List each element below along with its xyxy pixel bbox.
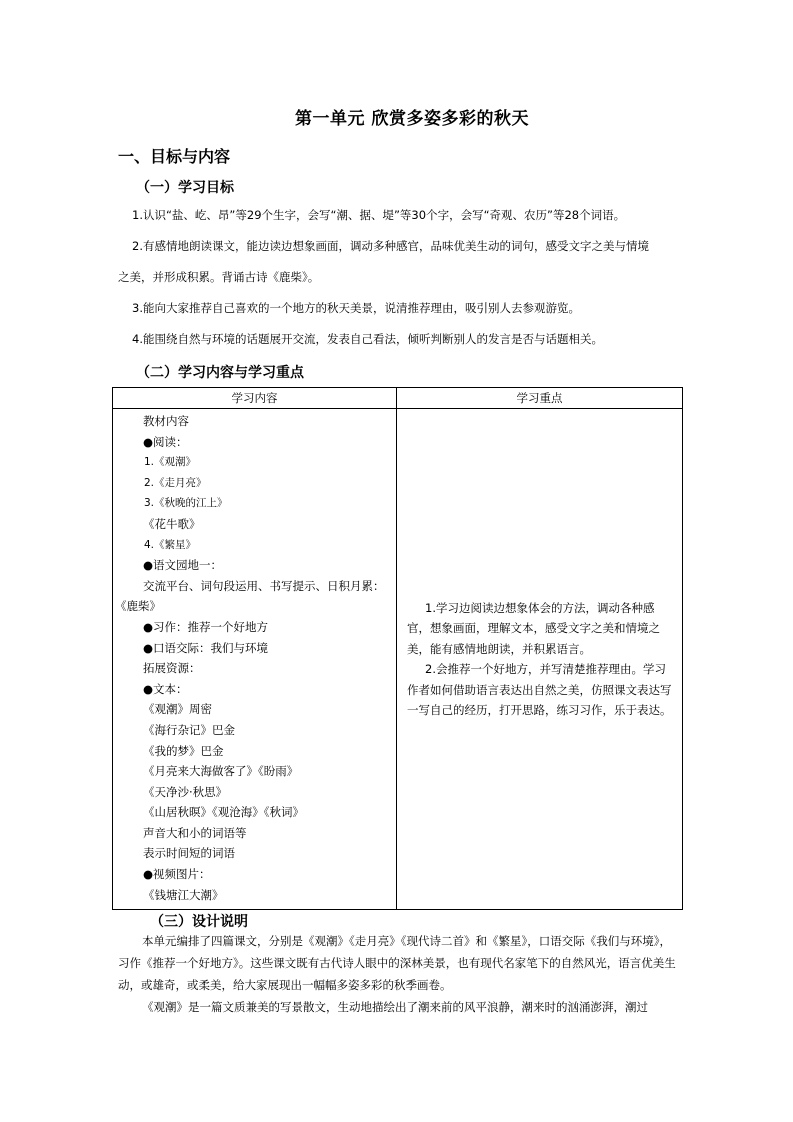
list-item: 3.《秋晚的江上》 [144,497,228,510]
list-item: ●视频图片： [143,867,211,882]
list-item: ●文本： [143,681,188,696]
subheading-content-focus: （二）学习内容与学习重点 [136,365,304,381]
list-item: 教材内容 [143,414,189,428]
goal-item: 1.认识“盐、屹、昂”等29个生字，会写“潮、据、堤”等30个字，会写“奇观、农历”等28个词语。 [132,208,626,222]
subheading-learning-goals: （一）学习目标 [136,180,234,196]
list-item: 《花牛歌》 [143,516,201,531]
list-item: 拓展资源： [143,661,201,676]
goal-item: 2.有感情地朗读课文，能边读边想象画面，调动多种感官，品味优美生动的词句，感受文字之美与情境 [132,239,649,253]
learning-goals-list [118,200,682,355]
list-item: 表示时间短的词语 [143,846,235,861]
list-item: 《钱塘江大潮》 [143,887,224,902]
list-item: 《鹿柴》 [115,599,161,614]
content-focus-table [112,387,683,910]
list-item: ●习作：推荐一个好地方 [143,619,269,634]
list-item: ●语文园地一： [143,558,223,573]
focus-cell [397,409,683,910]
list-item: 《海行杂记》巴金 [143,722,235,737]
focus-paragraph: 1.学习边阅读边想象体会的方法，调动各种感官，想象画面，理解文本，感受文字之美和情境之美，能有感情地朗读，并积累语言。 [407,600,660,656]
list-item: 《我的梦》巴金 [143,743,224,758]
subheading-design-notes: （三）设计说明 [150,914,248,930]
list-item: 4.《繁星》 [144,538,197,551]
list-item: 《观潮》周密 [143,702,212,717]
list-item: 《山居秋暝》《观沧海》《秋词》 [143,805,304,820]
document-title: 第一单元 欣赏多姿多彩的秋天 [295,109,529,129]
list-item: 声音大和小的词语等 [143,825,247,840]
focus-paragraph: 2.会推荐一个好地方，并写清楚推荐理由。学习作者如何借助语言表达出自然之美，仿照课文表达写一写自己的经历，打开思路，练习习作，乐于表达。 [407,662,672,717]
list-item: 交流平台、词句段运用、书写提示、日积月累： [143,578,385,593]
section-heading-goals-content: 一、目标与内容 [118,147,231,166]
goal-item: 3.能向大家推荐自己喜欢的一个地方的秋天美景，说清推荐理由，吸引别人去参观游览。 [132,301,580,315]
column-header-content: 学习内容 [113,388,397,409]
list-item: 2.《走月亮》 [144,476,207,489]
goal-item-continuation: 之美，并形成积累。背诵古诗《鹿柴》。 [118,270,320,284]
list-item: 1.《观潮》 [144,456,197,469]
content-cell [113,409,397,910]
goal-item: 4.能围绕自然与环境的话题展开交流，发表自己看法，倾听判断别人的发言是否与话题相关。 [132,332,603,346]
design-paragraph: 本单元编排了四篇课文，分别是《观潮》《走月亮》《现代诗二首》和《繁星》，口语交际《我们与环境》，习作《推荐一个好地方》。这些课文既有古代诗人眼中的深林美景，也有现代名家笔下的自然风光，语言优美生动，或雄奇，或柔美，给大家展现出一幅幅多姿多彩的秋季画卷。 [118,934,676,992]
list-item: ●阅读： [143,434,188,449]
list-item: 《天净沙·秋思》 [143,784,228,799]
column-header-focus: 学习重点 [397,388,683,409]
design-paragraph: 《观潮》是一篇文质兼美的写景散文，生动地描绘出了潮来前的风平浪静，潮来时的汹涌澎湃，潮过 [142,1000,648,1014]
design-notes [118,930,682,1018]
list-item: 《月亮来大海做客了》《盼雨》 [143,764,299,779]
list-item: ●口语交际：我们与环境 [143,640,269,655]
